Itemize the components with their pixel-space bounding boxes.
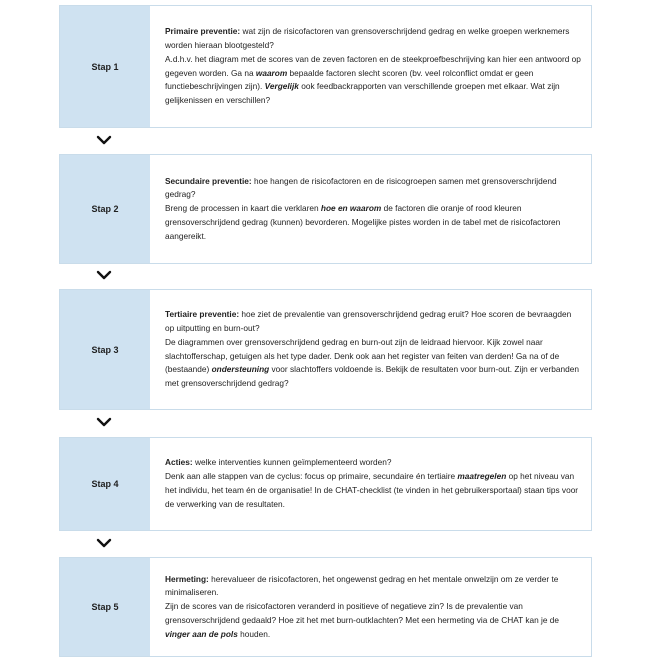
step-4-text bbox=[150, 438, 591, 530]
paragraph bbox=[165, 202, 581, 243]
emphasis-text: hoe en waarom bbox=[320, 203, 382, 214]
body-text: op het niveau van het individu, het team én de organisatie! In de CHAT-checklist (te vinden in het gebruikersportaal) staan tips voor de verwerking van de resultaten. bbox=[165, 471, 579, 509]
emphasis-text: maatregelen bbox=[457, 471, 507, 482]
paragraph bbox=[165, 25, 581, 53]
step-2-box bbox=[59, 154, 592, 264]
step-1-text bbox=[150, 6, 591, 127]
body-text: A.d.h.v. het diagram met de scores van de zeven factoren en de steekproefbeschrijving kan hier een antwoord op gegeven worden. Ga na bbox=[165, 53, 581, 78]
step-3-text bbox=[150, 290, 591, 409]
paragraph bbox=[165, 308, 581, 336]
step-2-text bbox=[150, 155, 591, 263]
body-text: Zijn de scores van de risicofactoren veranderd in positieve of negatieve zin? Is de prevalentie van grensoverschrijdend gedaald? Hoe zit het met burn-outklachten? Met een hermeting via de CHAT kan je de bbox=[165, 601, 560, 625]
body-text: hoe ziet de prevalentie van grensoverschrijdend gedrag eruit? Hoe scoren de bevraagden op uitputting en burn-out? bbox=[165, 309, 572, 333]
step-2-label: Stap 2 bbox=[60, 155, 150, 263]
chevron-down-icon bbox=[96, 538, 112, 548]
step-3-label: Stap 3 bbox=[60, 290, 150, 409]
paragraph bbox=[165, 53, 581, 108]
body-text: Denk aan alle stappen van de cyclus: focus op primaire, secundaire én tertiaire bbox=[165, 471, 458, 482]
step-1-box bbox=[59, 5, 592, 128]
body-text: herevalueer de risicofactoren, het ongewenst gedrag en het mentale onwelzijn om ze verder te minimaliseren. bbox=[165, 573, 559, 598]
step-4-box bbox=[59, 437, 592, 531]
body-text: welke interventies kunnen geïmplementeerd worden? bbox=[192, 457, 392, 468]
step-heading: Primaire preventie: bbox=[165, 26, 241, 37]
step-3-box bbox=[59, 289, 592, 410]
emphasis-text: waarom bbox=[255, 67, 288, 78]
emphasis-text: vinger aan de pols bbox=[165, 628, 238, 639]
step-4-label: Stap 4 bbox=[60, 438, 150, 530]
step-heading: Secundaire preventie: bbox=[165, 175, 252, 186]
body-text: voor slachtoffers voldoende is. Bekijk de resultaten voor burn-out. Zijn er verbanden met grensoverschrijdend gedrag? bbox=[165, 364, 579, 389]
step-1-label: Stap 1 bbox=[60, 6, 150, 127]
emphasis-text: Vergelijk bbox=[264, 81, 299, 92]
body-text: bepaalde factoren slecht scoren (bv. veel rolconflict omdat er geen functiebeschrijvingen zijn). bbox=[165, 67, 534, 92]
chevron-down-icon bbox=[96, 417, 112, 427]
body-text: de factoren die oranje of rood kleuren grensoverschrijdend gedrag (kunnen) bevorderen. Mogelijke pistes worden in de tabel met de risicofactoren aangereikt. bbox=[165, 203, 561, 241]
paragraph bbox=[165, 600, 581, 641]
paragraph bbox=[165, 470, 581, 511]
emphasis-text: ondersteuning bbox=[211, 364, 270, 375]
step-heading: Acties: bbox=[165, 457, 193, 468]
chevron-down-icon bbox=[96, 270, 112, 280]
paragraph bbox=[165, 336, 581, 391]
chevron-down-icon bbox=[96, 135, 112, 145]
body-text: wat zijn de risicofactoren van grensoverschrijdend gedrag en welke groepen werknemers worden hieraan blootgesteld? bbox=[165, 26, 570, 50]
step-5-text bbox=[150, 558, 591, 656]
step-5-label: Stap 5 bbox=[60, 558, 150, 656]
step-5-box bbox=[59, 557, 592, 657]
step-heading: Tertiaire preventie: bbox=[165, 309, 240, 320]
body-text: houden. bbox=[237, 628, 271, 639]
body-text: Breng de processen in kaart die verklaren bbox=[165, 203, 321, 214]
paragraph bbox=[165, 573, 581, 601]
paragraph bbox=[165, 456, 581, 470]
body-text: De diagrammen over grensoverschrijdend gedrag en burn-out zijn de leidraad hiervoor. Kijk zowel naar slachtofferschap, getuigen als het type dader. Denk ook aan het register van feiten van derden! Ga na of de (bestaande) bbox=[165, 336, 560, 375]
body-text: hoe hangen de risicofactoren en de risicogroepen samen met grensoverschrijdend gedrag? bbox=[165, 175, 557, 200]
paragraph bbox=[165, 175, 581, 203]
body-text: ook feedbackrapporten van verschillende groepen met elkaar. Wat zijn gelijkenissen en verschillen? bbox=[165, 81, 560, 106]
step-heading: Hermeting: bbox=[165, 573, 209, 584]
